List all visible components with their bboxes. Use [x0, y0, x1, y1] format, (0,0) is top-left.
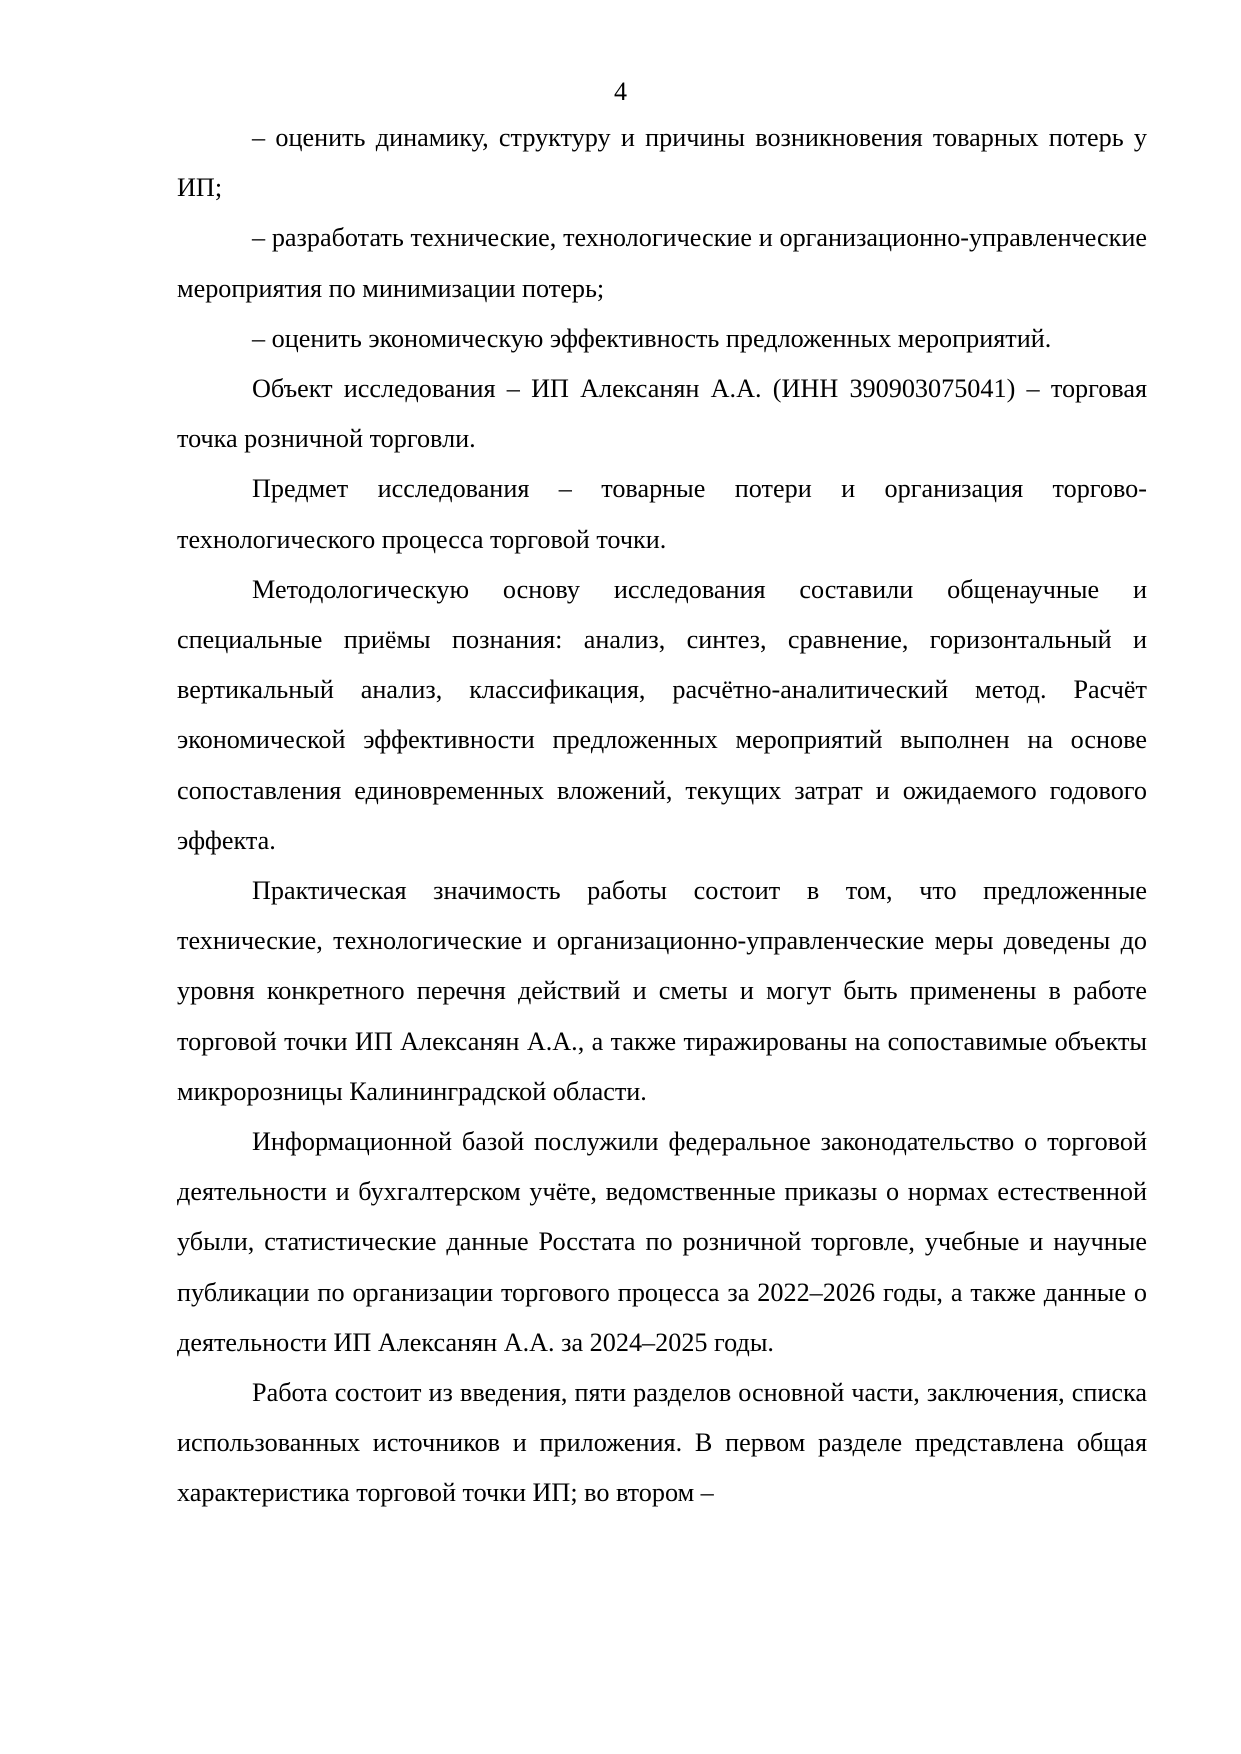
- paragraph-information-base: Информационной базой послужили федеральное законодательство о торговой деятельности и бухгалтерском учёте, ведомственные приказы о нормах естественной убыли, статистические данные Росстата по розничной торговле, учебные и научные публикации по организации торгового процесса за 2022–2026 годы, а также данные о деятельности ИП Алексанян А.А. за 2024–2025 годы.: [177, 1127, 1147, 1357]
- paragraph-task-losses: – оценить динамику, структуру и причины возникновения товарных потерь у ИП;: [177, 123, 1147, 203]
- paragraph-task-measures: – разработать технические, технологические и организационно-управленческие мероприятия по минимизации потерь;: [177, 223, 1147, 303]
- paragraph-research-subject: Предмет исследования – товарные потери и организация торгово-технологического процесса торговой точки.: [177, 474, 1147, 554]
- page-number: 4: [614, 77, 627, 106]
- paragraph-research-object: Объект исследования – ИП Алексанян А.А. (ИНН 390903075041) – торговая точка розничной торговли.: [177, 374, 1147, 454]
- paragraph-methodology: Методологическую основу исследования составили общенаучные и специальные приёмы познания: анализ, синтез, сравнение, горизонтальный и вертикальный анализ, классификация, расчётно-аналитический метод. Расчёт экономической эффективности предложенных мероприятий выполнен на основе сопоставления единовременных вложений, текущих затрат и ожидаемого годового эффекта.: [177, 574, 1147, 855]
- paragraph-work-structure: Работа состоит из введения, пяти разделов основной части, заключения, списка использованных источников и приложения. В первом разделе представлена общая характеристика торговой точки ИП; во втором –: [177, 1378, 1147, 1508]
- paragraph-task-efficiency: – оценить экономическую эффективность предложенных мероприятий.: [252, 323, 1052, 353]
- paragraph-practical-significance: Практическая значимость работы состоит в том, что предложенные технические, технологические и организационно-управленческие меры доведены до уровня конкретного перечня действий и сметы и могут быть применены в работе торговой точки ИП Алексанян А.А., а также тиражированы на сопоставимые объекты микророзницы Калининградской области.: [177, 876, 1147, 1106]
- document-body: [177, 113, 1147, 1519]
